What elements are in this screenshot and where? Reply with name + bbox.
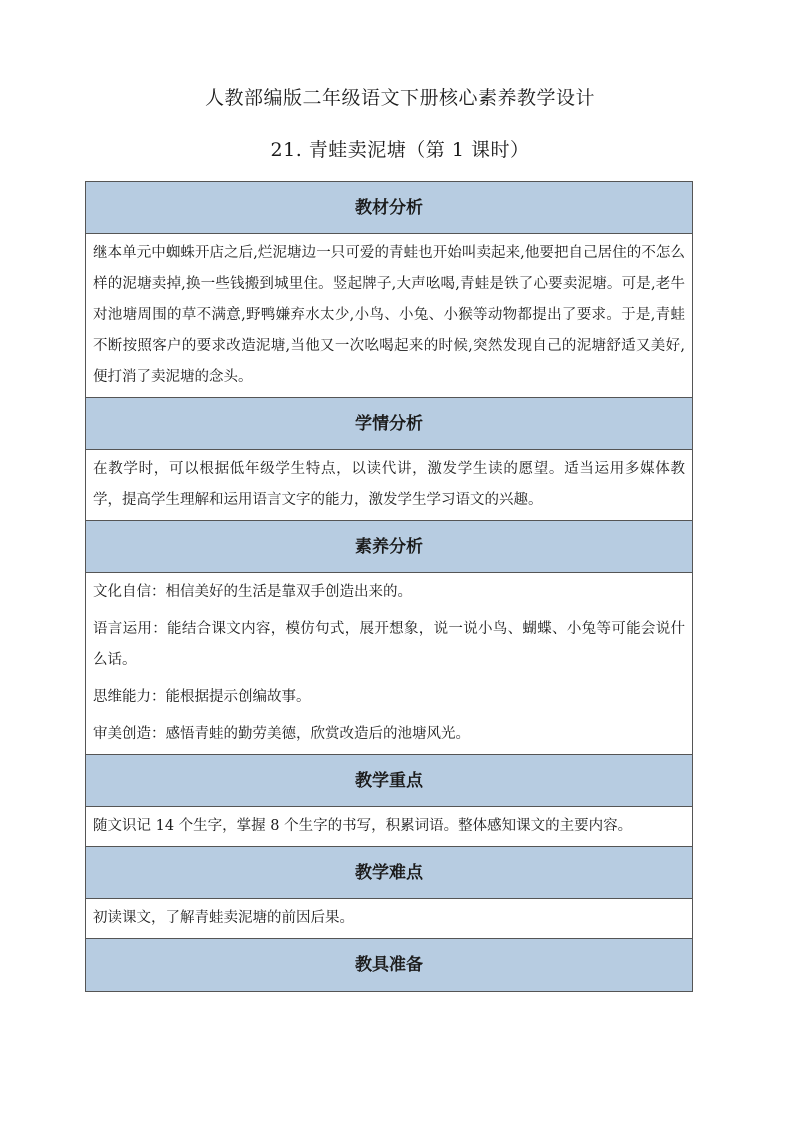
section-heading: 教材分析 xyxy=(86,182,692,234)
section-teaching-focus xyxy=(86,755,692,847)
lesson-plan-table xyxy=(85,181,693,992)
section-heading: 学情分析 xyxy=(86,398,692,450)
section-paragraph: 审美创造：感悟青蛙的勤劳美德，欣赏改造后的池塘风光。 xyxy=(93,726,470,742)
section-body xyxy=(86,234,692,398)
section-teaching-aids xyxy=(86,939,692,991)
section-textbook-analysis xyxy=(86,182,692,398)
section-heading: 教学难点 xyxy=(86,847,692,899)
section-body xyxy=(86,450,692,521)
section-paragraph: 语言运用：能结合课文内容，模仿句式，展开想象，说一说小鸟、蝴蝶、小兔等可能会说什么话。 xyxy=(93,621,685,668)
section-body xyxy=(86,573,692,755)
section-literacy-analysis xyxy=(86,521,692,755)
section-body xyxy=(86,899,692,939)
section-paragraph: 初读课文，了解青蛙卖泥塘的前因后果。 xyxy=(93,910,354,926)
section-paragraph: 在教学时，可以根据低年级学生特点，以读代讲，激发学生读的愿望。适当运用多媒体教学，提高学生理解和运用语言文字的能力，激发学生学习语文的兴趣。 xyxy=(93,461,685,508)
section-body xyxy=(86,807,692,847)
section-paragraph: 继本单元中蜘蛛开店之后,烂泥塘边一只可爱的青蛙也开始叫卖起来,他要把自己居住的不怎么样的泥塘卖掉,换一些钱搬到城里住。竖起牌子,大声吆喝,青蛙是铁了心要卖泥塘。可是,老牛对池塘周围的草不满意,野鸭嫌弃水太少,小鸟、小兔、小猴等动物都提出了要求。于是,青蛙不断按照客户的要求改造泥塘,当他又一次吆喝起来的时候,突然发现自己的泥塘舒适又美好,便打消了卖泥塘的念头。 xyxy=(93,245,685,385)
document-title: 人教部编版二年级语文下册核心素养教学设计 xyxy=(204,87,595,109)
section-student-analysis xyxy=(86,398,692,521)
section-paragraph: 思维能力：能根据提示创编故事。 xyxy=(93,689,311,705)
section-teaching-difficulty xyxy=(86,847,692,939)
section-heading: 教学重点 xyxy=(86,755,692,807)
lesson-subtitle: 21. 青蛙卖泥塘（第 1 课时） xyxy=(270,139,530,161)
section-paragraph: 随文识记 14 个生字，掌握 8 个生字的书写，积累词语。整体感知课文的主要内容。 xyxy=(93,818,633,834)
section-heading: 素养分析 xyxy=(86,521,692,573)
section-heading: 教具准备 xyxy=(86,939,692,991)
section-paragraph: 文化自信：相信美好的生活是靠双手创造出来的。 xyxy=(93,584,412,600)
